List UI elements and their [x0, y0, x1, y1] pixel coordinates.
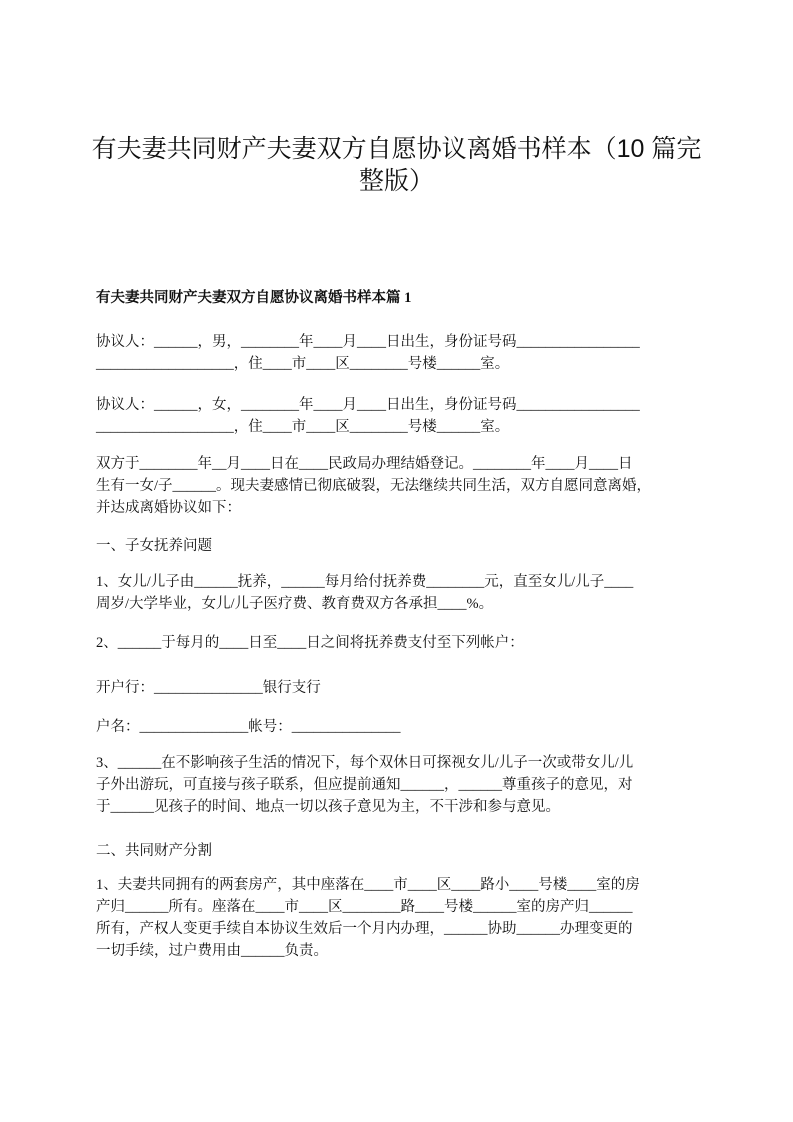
heading-property-division: [96, 840, 702, 862]
paragraph-bank-branch: [96, 677, 702, 699]
text-line: 并达成离婚协议如下：: [96, 500, 241, 516]
document-title: [90, 133, 703, 197]
text-line: ___________________，住____市____区________号楼______室。: [96, 419, 510, 435]
paragraph-party-female: [96, 394, 702, 438]
paragraph-account-info: [96, 716, 702, 738]
text-line: 于______见孩子的时间、地点一切以孩子意见为主，不干涉和参与意见。: [96, 799, 560, 815]
paragraph-payment-schedule: [96, 632, 702, 654]
text-line: 3、______在不影响孩子生活的情况下，每个双休日可探视女儿/儿子一次或带女儿/儿: [96, 755, 634, 771]
text-line: 生有一女/子______。现夫妻感情已彻底破裂，无法继续共同生活，双方自愿同意离婚，: [96, 478, 652, 494]
text-line: 协议人：______，女，________年____月____日出生，身份证号码_________________: [96, 397, 640, 413]
paragraph-marriage-background: [96, 453, 702, 519]
text-line: 开户行：_______________银行支行: [96, 680, 321, 696]
paragraph-real-estate: [96, 874, 702, 962]
text-line: 子外出游玩，可直接与孩子联系，但应提前通知______，______尊重孩子的意见，对: [96, 777, 633, 793]
text-line: 所有，产权人变更手续自本协议生效后一个月内办理，______协助______办理变更的: [96, 921, 633, 937]
text-line: 一、子女抚养问题: [96, 538, 212, 554]
paragraph-party-male: [96, 331, 702, 375]
title-line-1: 有夫妻共同财产夫妻双方自愿协议离婚书样本（10 篇完: [91, 135, 702, 163]
text-line: 二、共同财产分割: [96, 843, 212, 859]
text-line: 户名：_______________帐号：_______________: [96, 719, 401, 735]
text-line: 1、夫妻共同拥有的两套房产，其中座落在____市____区____路小____号楼____室的房: [96, 877, 640, 893]
section-title: 有夫妻共同财产夫妻双方自愿协议离婚书样本篇 1: [96, 290, 412, 306]
text-line: 周岁/大学毕业，女儿/儿子医疗费、教育费双方各承担____%。: [96, 596, 494, 612]
paragraph-visitation: [96, 752, 702, 818]
text-line: 一切手续，过户费用由______负责。: [96, 943, 328, 959]
text-line: 双方于________年__月____日在____民政局办理结婚登记。________年____月____日: [96, 456, 633, 472]
text-line: 2、______于每月的____日至____日之间将抚养费支付至下列帐户：: [96, 635, 524, 651]
text-line: 1、女儿/儿子由______抚养，______每月给付抚养费________元，直至女儿/儿子____: [96, 574, 634, 590]
text-line: ___________________，住____市____区________号楼______室。: [96, 356, 510, 372]
text-line: 协议人：______，男，________年____月____日出生，身份证号码_________________: [96, 334, 640, 350]
heading-child-custody: [96, 535, 702, 557]
paragraph-custody-support: [96, 571, 702, 615]
title-line-2: 整版）: [358, 167, 434, 195]
text-line: 产归______所有。座落在____市____区________路____号楼______室的房产归______: [96, 899, 633, 915]
